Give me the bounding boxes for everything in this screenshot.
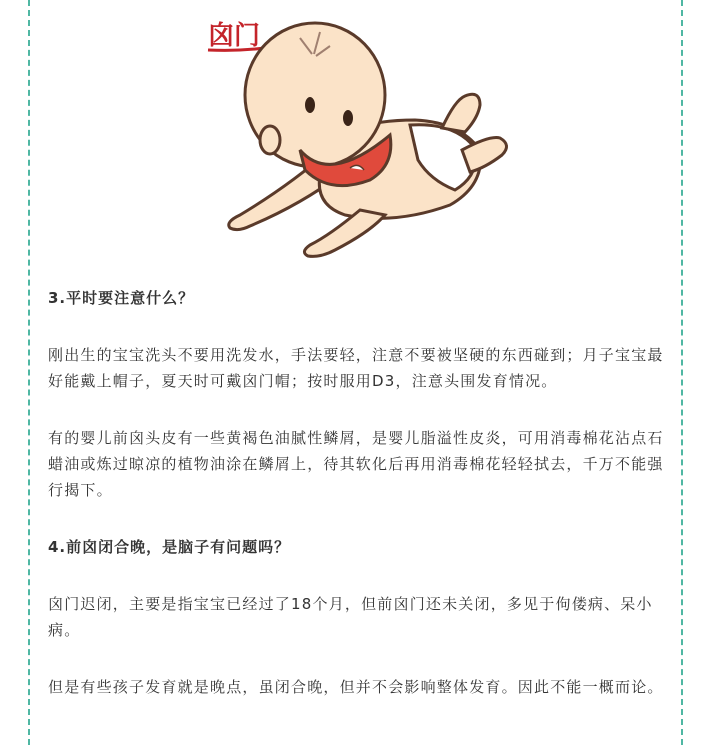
paragraph: 有的婴儿前囟头皮有一些黄褐色油腻性鳞屑，是婴儿脂溢性皮炎，可用消毒棉花沾点石蜡油或炼过晾凉的植物油涂在鳞屑上，待其软化后再用消毒棉花轻轻拭去，千万不能强行揭下。 xyxy=(48,429,664,499)
article-content xyxy=(48,285,668,700)
left-dashed-border xyxy=(28,0,30,745)
section-heading-4: 4.前囟闭合晚，是脑子有问题吗？ xyxy=(48,538,291,556)
right-dashed-border xyxy=(681,0,683,745)
baby-illustration-icon xyxy=(180,10,540,265)
fontanelle-label: 囟门 xyxy=(208,20,261,50)
paragraph: 刚出生的宝宝洗头不要用洗发水，手法要轻，注意不要被坚硬的东西碰到；月子宝宝最好能戴上帽子，夏天时可戴囟门帽；按时服用D3，注意头围发育情况。 xyxy=(48,346,664,390)
paragraph: 但是有些孩子发育就是晚点，虽闭合晚，但并不会影响整体发育。因此不能一概而论。 xyxy=(48,678,664,696)
paragraph: 囟门迟闭，主要是指宝宝已经过了18个月，但前囟门还未关闭，多见于佝偻病、呆小病。 xyxy=(48,595,653,639)
section-heading-3: 3.平时要注意什么？ xyxy=(48,289,195,307)
